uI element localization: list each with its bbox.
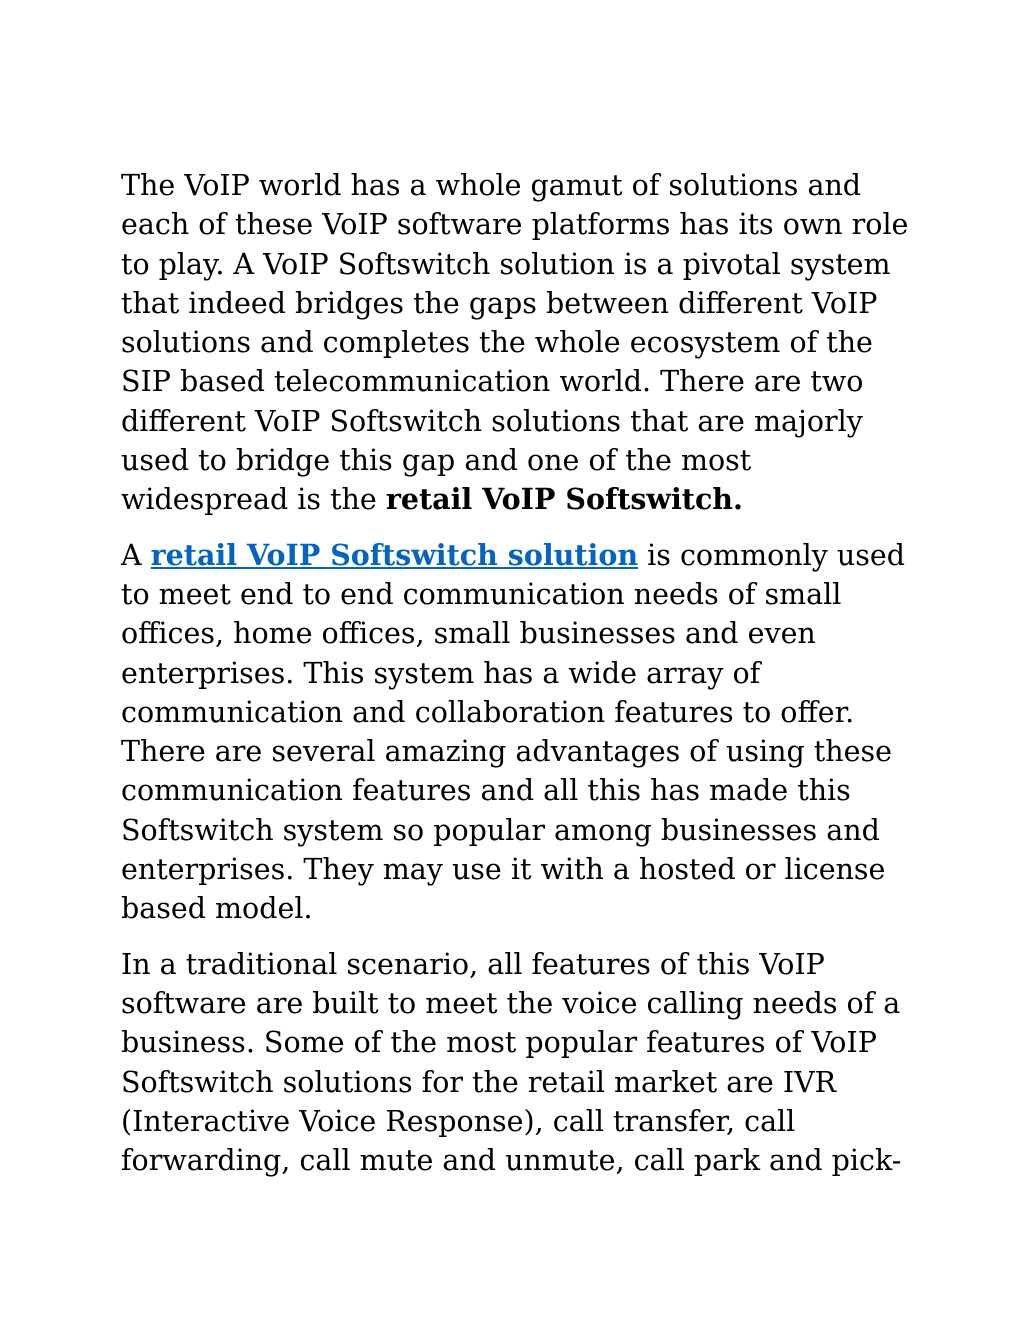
- paragraph-intro: [121, 166, 911, 520]
- paragraph-intro-text: The VoIP world has a whole gamut of solutions and each of these VoIP software platforms has its own role to play. A VoIP Softswitch solution is a pivotal system that indeed bridges the gaps between different VoIP solutions and completes the whole ecosystem of the SIP based telecommunication world. There are two different VoIP Softswitch solutions that are majorly used to bridge this gap and one of the most widespread is the: [121, 169, 909, 517]
- retail-softswitch-link[interactable]: retail VoIP Softswitch solution: [150, 537, 639, 572]
- paragraph-retail-solution: [121, 536, 911, 929]
- bold-term-retail-softswitch: retail VoIP Softswitch.: [385, 482, 743, 517]
- paragraph-retail-text: is commonly used to meet end to end communication needs of small offices, home offices, small businesses and even enterprises. This system has a wide array of communication and collaboration features to offer. There are several amazing advantages of using these communication features and all this has made this Softswitch system so popular among businesses and enterprises. They may use it with a hosted or license based model.: [121, 538, 906, 926]
- paragraph-retail-prefix: A: [121, 538, 151, 572]
- document-page: [121, 166, 911, 1196]
- paragraph-features: [121, 945, 911, 1181]
- paragraph-features-text: In a traditional scenario, all features of this VoIP software are built to meet the voice calling needs of a business. Some of the most popular features of VoIP Softswitch solutions for the retail market are IVR (Interactive Voice Response), call transfer, call forwarding, call mute and unmute, call park and pick-: [121, 947, 902, 1178]
